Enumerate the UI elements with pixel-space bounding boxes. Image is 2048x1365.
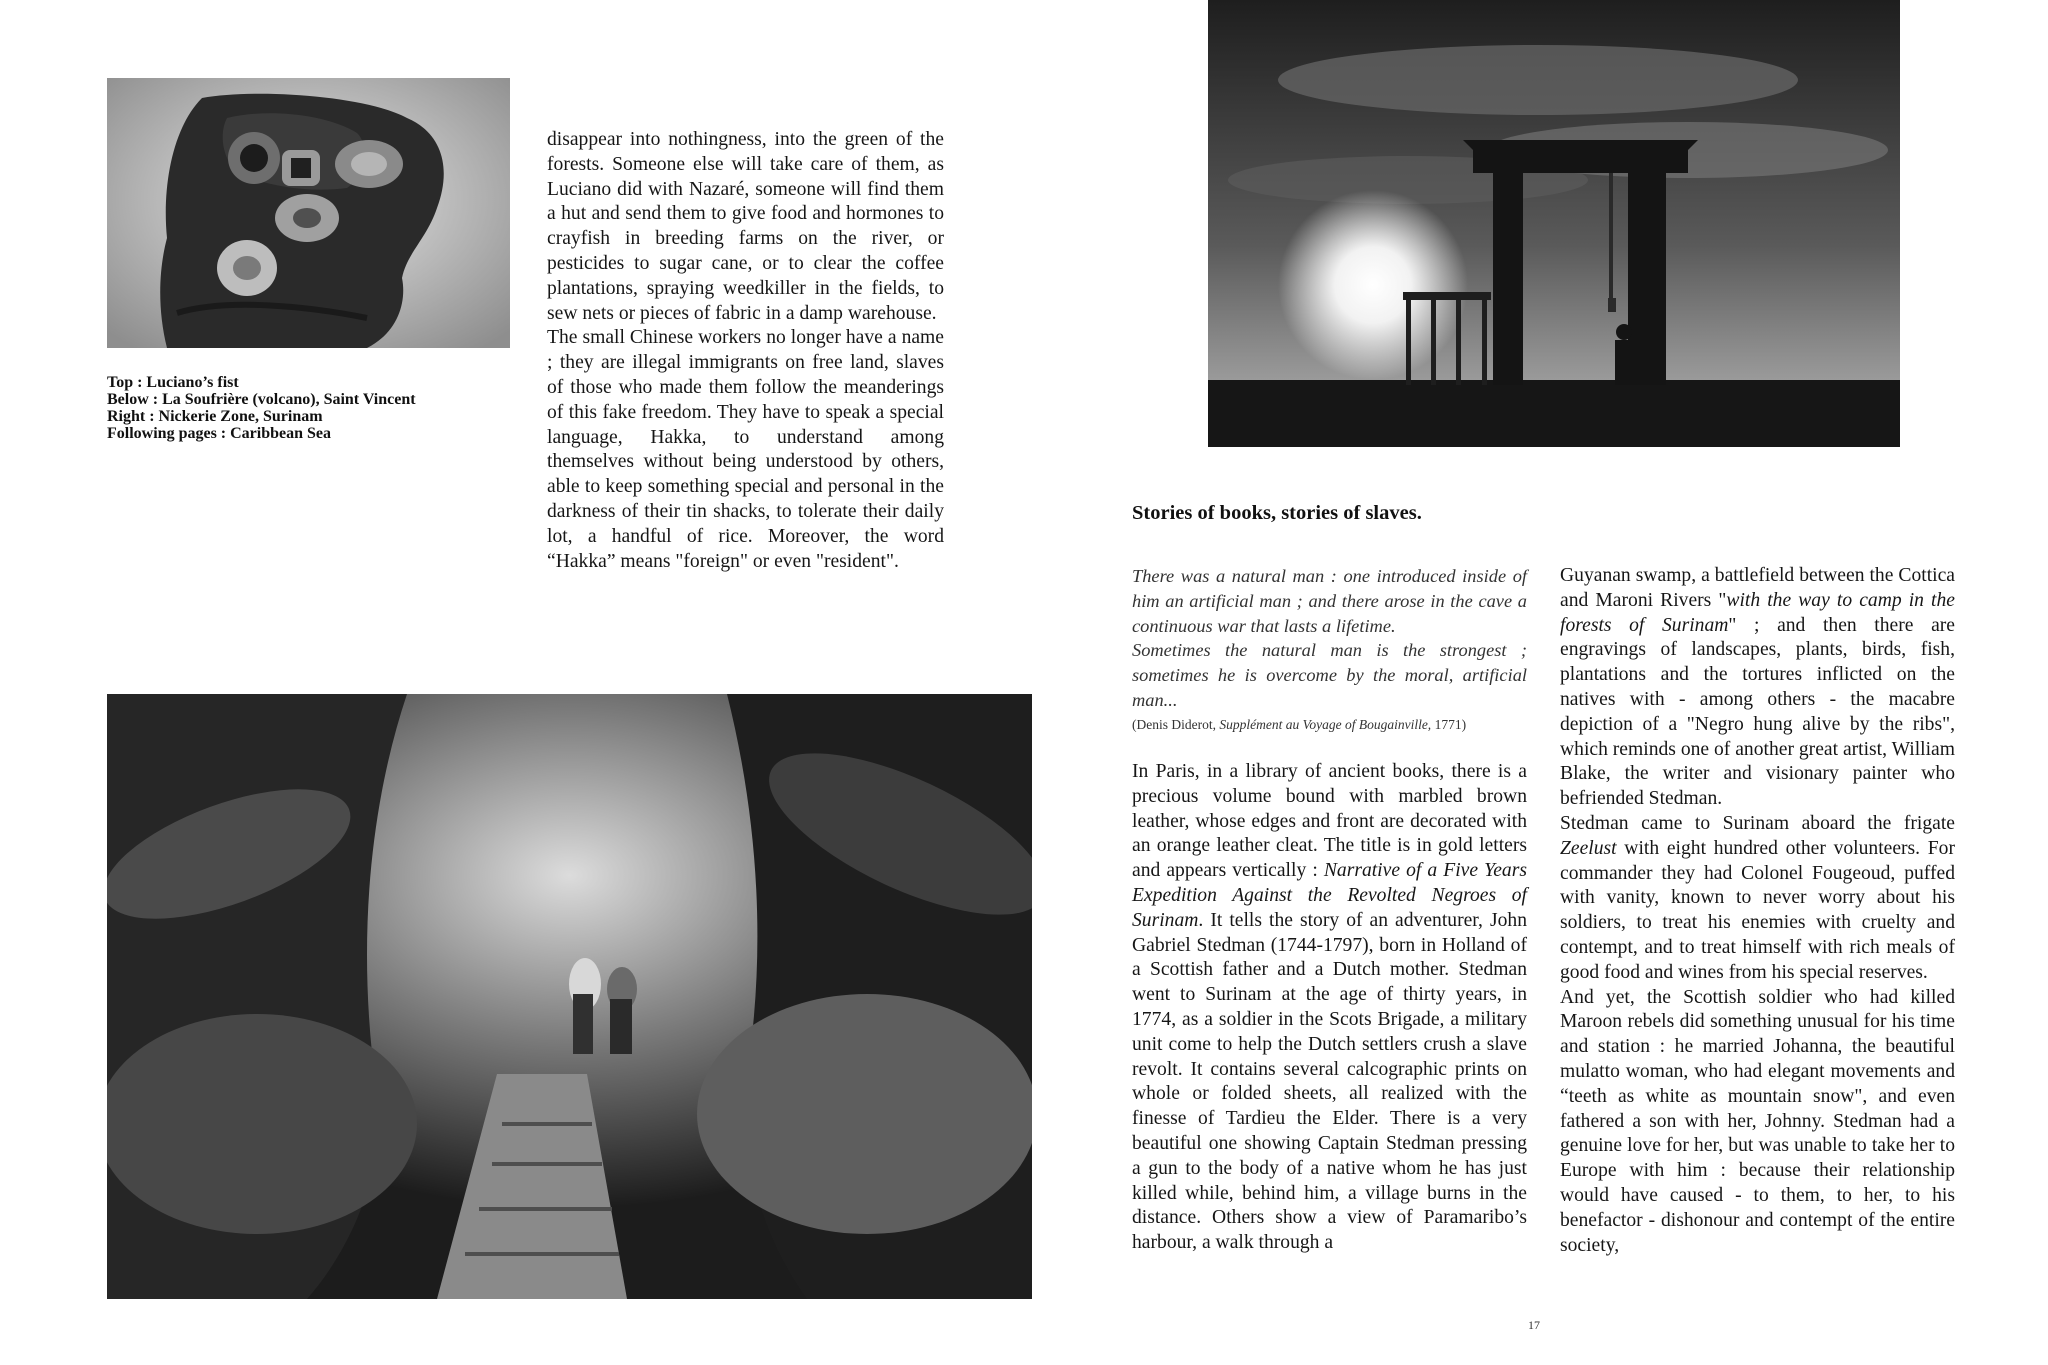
page-number: 17: [1528, 1318, 1540, 1332]
epigraph-quote: [1132, 564, 1527, 735]
photo-forest-path: [107, 694, 1032, 1299]
caption-following: Following pages : Caribbean Sea: [107, 425, 332, 442]
caption-right: Right : Nickerie Zone, Surinam: [107, 408, 323, 425]
caption-top: Top : Luciano’s fist: [107, 374, 239, 391]
photo-captions: [107, 374, 507, 442]
text-column-right: [1560, 564, 1955, 1258]
quote-source: (Denis Diderot, Supplément au Voyage of Bougainville, 1771): [1132, 716, 1467, 732]
book-title: Narrative of a Five Years Expedition Against the Revolted Negroes of Surinam: [1132, 860, 1527, 931]
quote-line: Sometimes the natural man is the strongest ; sometimes he is overcome by the moral, artificial man...: [1132, 640, 1527, 710]
paragraph: Guyanan swamp, a battlefield between the Cottica and Maroni Rivers "with the way to camp in the forests of Surinam" ; and then there are engravings of landscapes, plants, birds, fish, plantations and the tortures inflicted on the natives with - among others - the macabre depiction of a "Negro hung alive by the ribs", which reminds one of another great artist, William Blake, the writer and visionary painter who befriended Stedman.: [1560, 565, 1955, 810]
quote-line: There was a natural man : one introduced inside of him an artificial man ; and there arose in the cave a continuous war that lasts a lifetime.: [1132, 566, 1527, 636]
photo-lucianos-fist: [107, 78, 510, 348]
paragraph: The small Chinese workers no longer have a name ; they are illegal immigrants on free land, slaves of those who made them follow the meanderings of this fake freedom. They have to speak a special language, Hakka, to understand among themselves without being understood by others, able to keep something special and personal in the darkness of their tin shacks, to tolerate their daily lot, a handful of rice. Moreover, the word “Hakka” means "foreign" or even "resident".: [547, 327, 944, 572]
paragraph: In Paris, in a library of ancient books, there is a precious volume bound with marbled brown leather, whose edges and front are decorated with an orange leather cleat. The title is in gold letters and appears vertically : Narrative of a Five Years Expedition Against the Revolted Negroes of Surinam. It tells the story of an adventurer, John Gabriel Stedman (1744-1797), born in Holland of a Scottish father and a Dutch mother. Stedman went to Surinam at the age of thirty years, in 1774, as a soldier in the Scots Brigade, a military unit come to help the Dutch settlers crush a slave revolt. It contains several calcographic prints on whole or folded sheets, all realized with the finesse of Tardieu the Elder. There is a very beautiful one showing Captain Stedman pressing a gun to the body of a native whom he has just killed while, behind him, a village burns in the distance. Others show a view of Paramaribo’s harbour, a walk through a: [1132, 761, 1527, 1254]
text-column-middle: [1132, 760, 1527, 1256]
ship-name: Zeelust: [1560, 837, 1617, 859]
paragraph: Stedman came to Surinam aboard the frigate Zeelust with eight hundred other volunteers. For commander they had Colonel Fougeoud, puffed with vanity, known to never worry about his soldiers, to treat his enemies with cruelty and contempt, and to treat himself with rich meals of good food and wines from his special reserves.: [1560, 812, 1955, 983]
caption-below: Below : La Soufrière (volcano), Saint Vincent: [107, 391, 416, 408]
paragraph: And yet, the Scottish soldier who had killed Maroon rebels did something unusual for his time and station : he married Johanna, the beautiful mulatto woman, who had elegant movements and “teeth as white as mountain snow", and even fathered a son with her, Johnny. Stedman had a genuine love for her, but was unable to take her to Europe with him : because their relationship would have caused - to them, to her, to his benefactor - dishonour and contempt of the entire society,: [1560, 986, 1955, 1256]
paragraph: disappear into nothingness, into the green of the forests. Someone else will take care of them, as Luciano did with Nazaré, someone will find them a hut and send them to give food and hormones to crayfish in breeding farms on the river, or pesticides to sugar cane, or to clear the coffee plantations, spraying weedkiller in the fields, to sew nets or pieces of fabric in a damp warehouse.: [547, 129, 944, 324]
text-column-left: [547, 128, 944, 574]
photo-nickerie-gallows: [1208, 0, 1900, 447]
section-heading: Stories of books, stories of slaves.: [1132, 502, 1422, 524]
